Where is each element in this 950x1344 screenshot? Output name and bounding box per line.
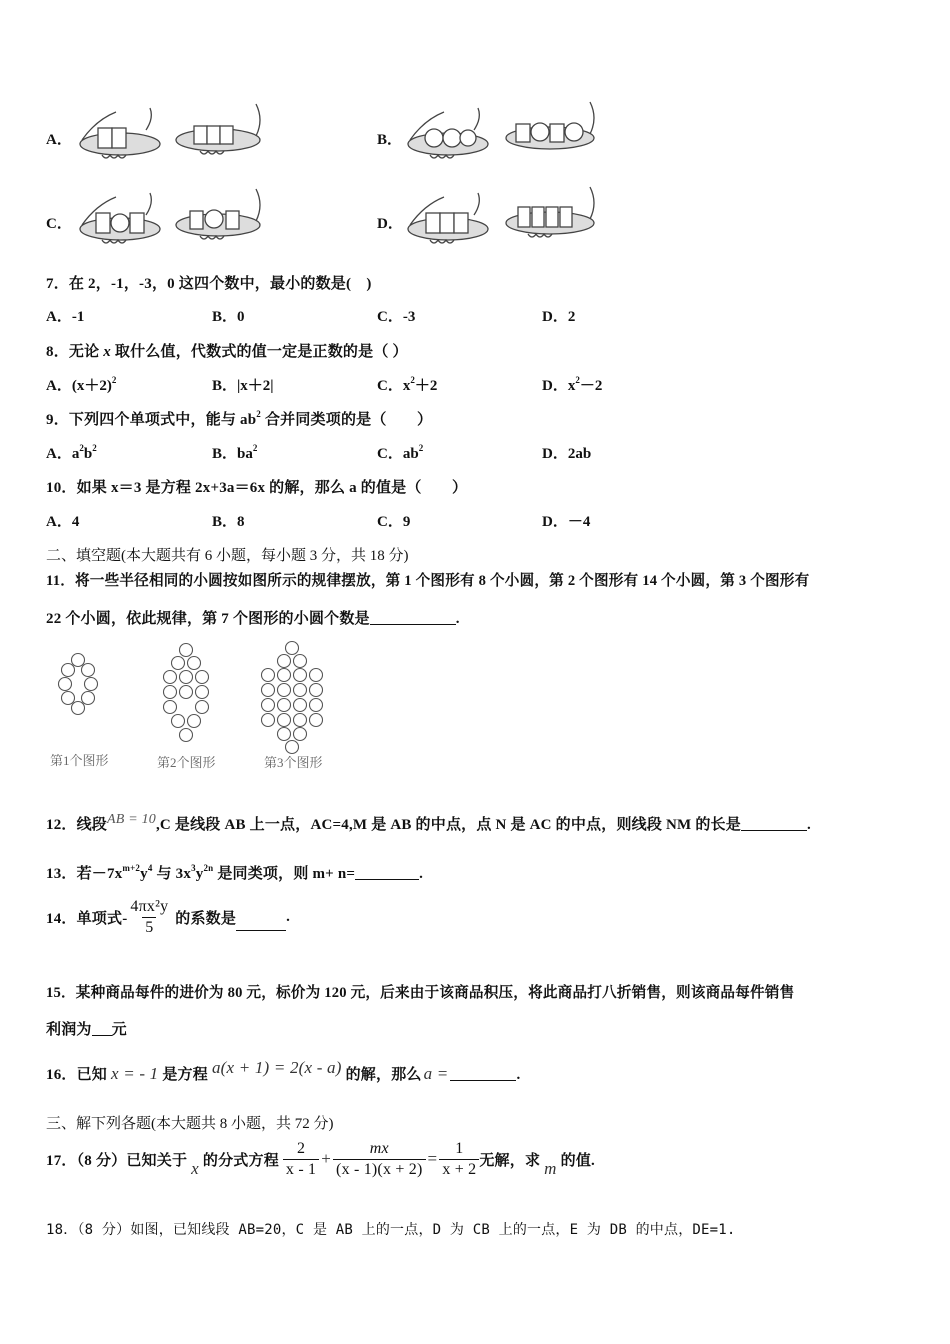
- q7-option-c: C．-3: [377, 309, 416, 325]
- q8-option-a: A．$(x+2)^2$: [46, 375, 117, 394]
- q9-option-a: A．$a^2b^2$: [46, 443, 97, 462]
- q9-option-b: B．$ba^2$: [212, 443, 258, 462]
- fraction-3: $\frac{1}{x + 2}$: [439, 1139, 479, 1180]
- tray-figure-d: [404, 185, 604, 255]
- q9-option-d: D．2ab: [542, 446, 592, 462]
- section-2-title: 二、填空题(本大题共有 6 小题，每小题 3 分，共 18 分): [46, 548, 409, 564]
- fraction-2: $\frac{mx}{(x - 1)(x + 2)}$: [333, 1139, 425, 1180]
- section-3-title: 三、解下列各题(本大题共 8 小题，共 72 分): [46, 1116, 334, 1132]
- answer-blank[interactable]: [355, 865, 419, 880]
- answer-blank[interactable]: [92, 1021, 112, 1036]
- figure-1-caption: 第1个图形: [50, 753, 109, 768]
- q8-option-c: C．$x^2+2$: [377, 375, 438, 394]
- option-b-label: B．: [377, 132, 403, 148]
- q7-option-d: D．2: [542, 309, 576, 325]
- answer-blank[interactable]: [741, 816, 807, 831]
- question-11-line1: 11．将一些半径相同的小圆按如图所示的规律摆放，第 1 个图形有 8 个小圆，第 2 个图形有 14 个小圆，第 3 个图形有: [46, 573, 810, 589]
- tray-figure-a: [76, 100, 266, 170]
- q10-option-a: A．4: [46, 514, 80, 530]
- q9-option-c: C．$ab^2$: [377, 443, 424, 462]
- question-12: 12．线段AB = 10,C 是线段 AB 上一点，AC=4,M 是 AB 的中点，点 N 是 AC 的中点，则线段 NM 的长是 .: [46, 812, 811, 833]
- question-7-stem: 7．在 2，-1，-3，0 这四个数中，最小的数是( ): [46, 276, 372, 292]
- option-d-label: D．: [377, 216, 403, 232]
- question-15-line2: 利润为 元: [46, 1022, 127, 1038]
- tray-figure-b: [404, 100, 604, 170]
- q10-option-c: C．9: [377, 514, 411, 530]
- option-c-label: C．: [46, 216, 72, 232]
- answer-blank[interactable]: [370, 610, 456, 625]
- q8-option-d: D．$x^2-2$: [542, 375, 603, 394]
- tray-figure-c: [76, 185, 266, 255]
- fraction-1: $\frac{2}{x - 1}$: [283, 1139, 319, 1180]
- q10-option-d: D．－4: [542, 514, 591, 530]
- figure-3-caption: 第3个图形: [264, 755, 323, 770]
- question-16: 16．已知 x = - 1 是方程 a(x + 1) = 2(x - a) 的解，那么 a = .: [46, 1058, 521, 1083]
- answer-blank[interactable]: [450, 1066, 516, 1081]
- answer-blank[interactable]: [236, 916, 286, 931]
- question-14: 14．单项式- $\frac{\text{4πx²y}}{5}$ 的系数是 .: [46, 898, 291, 936]
- circle-pattern-figures: [48, 638, 348, 768]
- option-a-label: A．: [46, 132, 72, 148]
- q7-option-a: A．-1: [46, 309, 85, 325]
- question-9-stem: 9．下列四个单项式中，能与 $ab^2$ 合并同类项的是（ ）: [46, 409, 433, 428]
- question-10-stem: 10．如果 x＝3 是方程 2x+3a＝6x 的解，那么 a 的值是（ ）: [46, 480, 468, 496]
- question-15-line1: 15．某种商品每件的进价为 80 元，标价为 120 元，后来由于该商品积压，将此商品打八折销售，则该商品每件销售: [46, 985, 795, 1001]
- question-18: 18．（8 分）如图，已知线段 AB=20，C 是 AB 上的一点，D 为 CB 上的一点，E 为 DB 的中点，DE=1.: [46, 1222, 736, 1238]
- figure-2-caption: 第2个图形: [157, 755, 216, 770]
- question-13: 13．若$-7x^{m+2}y^4$ 与 $3x^3y^{2n}$ 是同类项，则 m+ n= .: [46, 863, 424, 882]
- question-17: 17．（8 分）已知关于 x 的分式方程 $\frac{2}{x - 1}$ + $\frac{mx}{(x - 1)(x + 2)}$ = $\frac{1}{x + 2}$ 无解，求 m 的值.: [46, 1139, 595, 1178]
- question-11-line2: 22 个小圆，依此规律，第 7 个图形的小圆个数是 .: [46, 611, 460, 627]
- fraction-coefficient: $\frac{\text{4πx²y}}{5}$: [130, 898, 169, 936]
- question-8-stem: 8．无论 x 取什么值，代数式的值一定是正数的是（ ）: [46, 344, 408, 360]
- q8-option-b: B．|x＋2|: [212, 378, 274, 394]
- q10-option-b: B．8: [212, 514, 245, 530]
- q7-option-b: B．0: [212, 309, 245, 325]
